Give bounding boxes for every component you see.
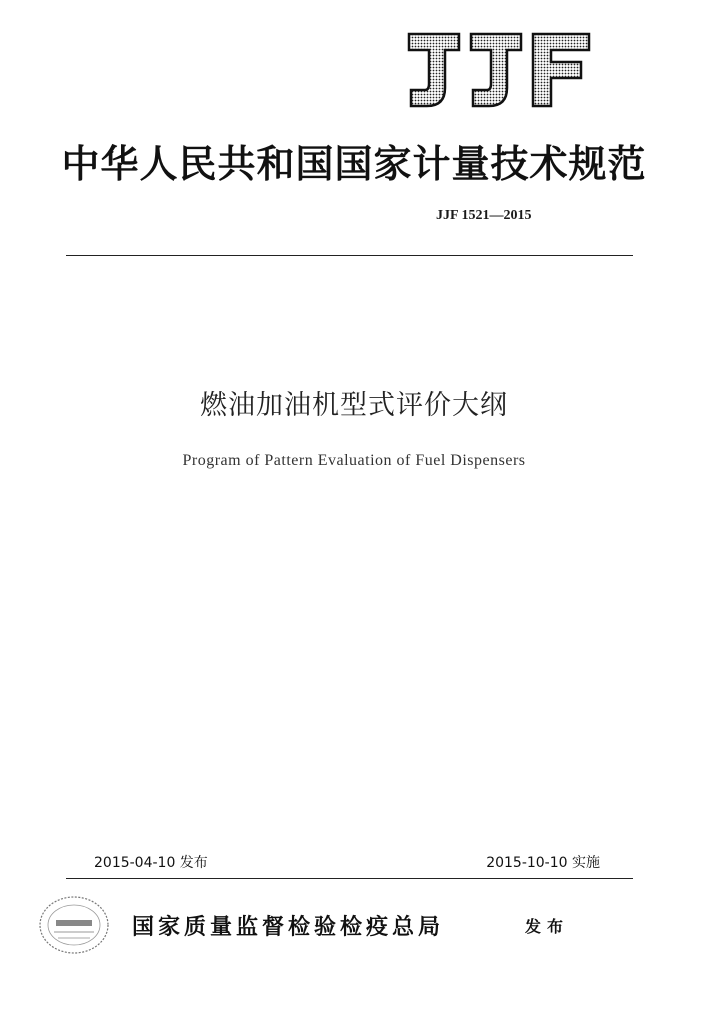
top-divider xyxy=(66,255,633,256)
issue-date: 2015-04-10 发布 xyxy=(94,855,208,871)
library-stamp-icon xyxy=(34,890,114,960)
jjf-logo xyxy=(405,30,593,110)
document-title-cn: 燃油加油机型式评价大纲 xyxy=(200,390,508,421)
jjf-logo-graphic xyxy=(405,30,593,110)
org-title: 中华人民共和国国家计量技术规范 xyxy=(61,141,647,186)
publish-label: 发布 xyxy=(525,917,570,936)
standard-code: JJF 1521—2015 xyxy=(436,208,532,223)
bottom-divider xyxy=(66,878,633,879)
implementation-date: 2015-10-10 实施 xyxy=(486,855,600,871)
document-title-en: Program of Pattern Evaluation of Fuel Dispensers xyxy=(182,452,526,469)
publisher-name: 国家质量监督检验检疫总局 xyxy=(132,914,445,940)
